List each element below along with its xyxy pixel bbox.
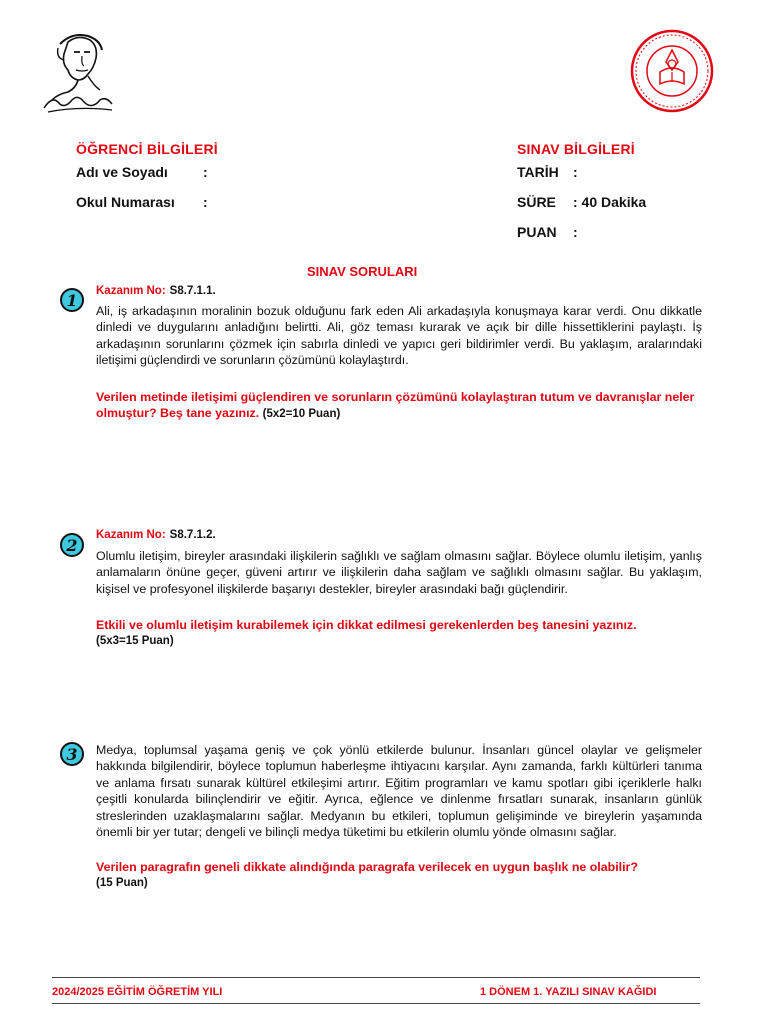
portrait-logo <box>38 30 118 114</box>
question-1-prompt <box>96 389 702 423</box>
question-3-prompt: Verilen paragrafın geneli dikkate alındığında paragrafa verilecek en uygun başlık ne olabilir? <box>96 860 638 874</box>
question-2-number-badge <box>60 533 84 557</box>
question-2-points: (5x3=15 Puan) <box>96 635 174 647</box>
question-1-number: 1 <box>66 290 78 310</box>
footer-bottom-rule <box>52 1003 700 1004</box>
date-colon: : <box>573 164 578 180</box>
question-3-points: (15 Puan) <box>96 877 148 889</box>
school-number-label: Okul Numarası <box>76 194 175 210</box>
score-label: PUAN <box>517 224 557 240</box>
question-2-prompt: Etkili ve olumlu iletişim kurabilemek için dikkat edilmesi gerekenlerden beş tanesini yazınız. <box>96 618 637 632</box>
name-colon: : <box>203 164 208 180</box>
date-label: TARİH <box>517 164 559 180</box>
question-1-text: Ali, iş arkadaşının moralinin bozuk olduğunu fark eden Ali arkadaşıyla konuşmaya karar verdi. Onu dikkatle dinledi ve duygularını anladığını belirtti. Ali, göz teması kurarak ve açık bir dille hissettiklerini paylaştı. İş arkadaşının sorunlarını çözmek için sabırla dinledi ve yapıcı geri bildirimler verdi. Bu yaklaşım, aralarındaki iletişimi güçlendirdi ve sorunların çözümünü kolaylaştırdı. <box>96 304 702 368</box>
question-2-kazanim <box>96 529 216 541</box>
footer-right: 1 DÖNEM 1. YAZILI SINAV KAĞIDI <box>480 986 657 998</box>
question-1-kazanim <box>96 285 216 297</box>
section-title: SINAV SORULARI <box>307 264 418 279</box>
question-2-number: 2 <box>66 535 78 555</box>
name-label: Adı ve Soyadı <box>76 164 168 180</box>
kazanim-label: Kazanım No: <box>96 285 166 297</box>
ministry-seal-icon <box>630 26 714 116</box>
duration-label: SÜRE <box>517 194 556 210</box>
question-3-number: 3 <box>66 744 78 764</box>
question-1-points: (5x2=10 Puan) <box>262 408 341 421</box>
footer-top-rule <box>52 977 700 978</box>
kazanim-label: Kazanım No: <box>96 529 166 541</box>
kazanim-code: S8.7.1.2. <box>169 529 216 541</box>
question-3-text: Medya, toplumsal yaşama geniş ve çok yönlü etkilerde bulunur. İnsanları güncel olaylar ve gelişmeler hakkında bilgilendirir, böylece toplumun haberleşme ihtiyacını karşılar. Aynı zamanda, farklı kültürleri tanıma ve anlama fırsatı sunarak kültürel etkileşimi artırır. Eğitim programları ve kamu spotları gibi içeriklerle halkı çeşitli konularda bilinçlendirir ve eğitir. Ayrıca, eğlence ve dinlenme fırsatları sunarak, insanların günlük streslerinden uzaklaşmalarını sağlar. Medyanın bu etkileri, toplumun gelişiminde ve bireylerin yaşamında önemli bir yer tutar; dengeli ve bilinçli medya tüketimi bu etkilerin olumlu yönde olmasını sağlar. <box>96 743 702 840</box>
duration-value: : 40 Dakika <box>573 194 647 210</box>
kazanim-code: S8.7.1.1. <box>169 285 216 297</box>
footer-left: 2024/2025 EĞİTİM ÖĞRETİM YILI <box>52 986 223 998</box>
question-3-number-badge <box>60 742 84 766</box>
student-info-heading: ÖĞRENCİ BİLGİLERİ <box>76 141 218 157</box>
score-colon: : <box>573 224 578 240</box>
question-2-text: Olumlu iletişim, bireyler arasındaki ilişkilerin sağlıklı ve sağlam olmasını sağlar. Böylece olumlu iletişim, yanlış anlamaların önüne geçer, güveni artırır ve ilişkilerin daha sağlam ve sağlıklı olmasını sağlar. Bu yaklaşım, kişisel ve profesyonel ilişkilerde başarıyı destekler, bireyler arasındaki bağı güçlendirir. <box>96 549 702 596</box>
exam-info-heading: SINAV BİLGİLERİ <box>517 141 635 157</box>
question-1-number-badge <box>60 288 84 312</box>
school-number-colon: : <box>203 194 208 210</box>
question-1-prompt-text: Verilen metinde iletişimi güçlendiren ve sorunların çözümünü kolaylaştıran tutum ve davranışlar neler olmuştur? Beş tane yazınız. <box>96 390 695 421</box>
